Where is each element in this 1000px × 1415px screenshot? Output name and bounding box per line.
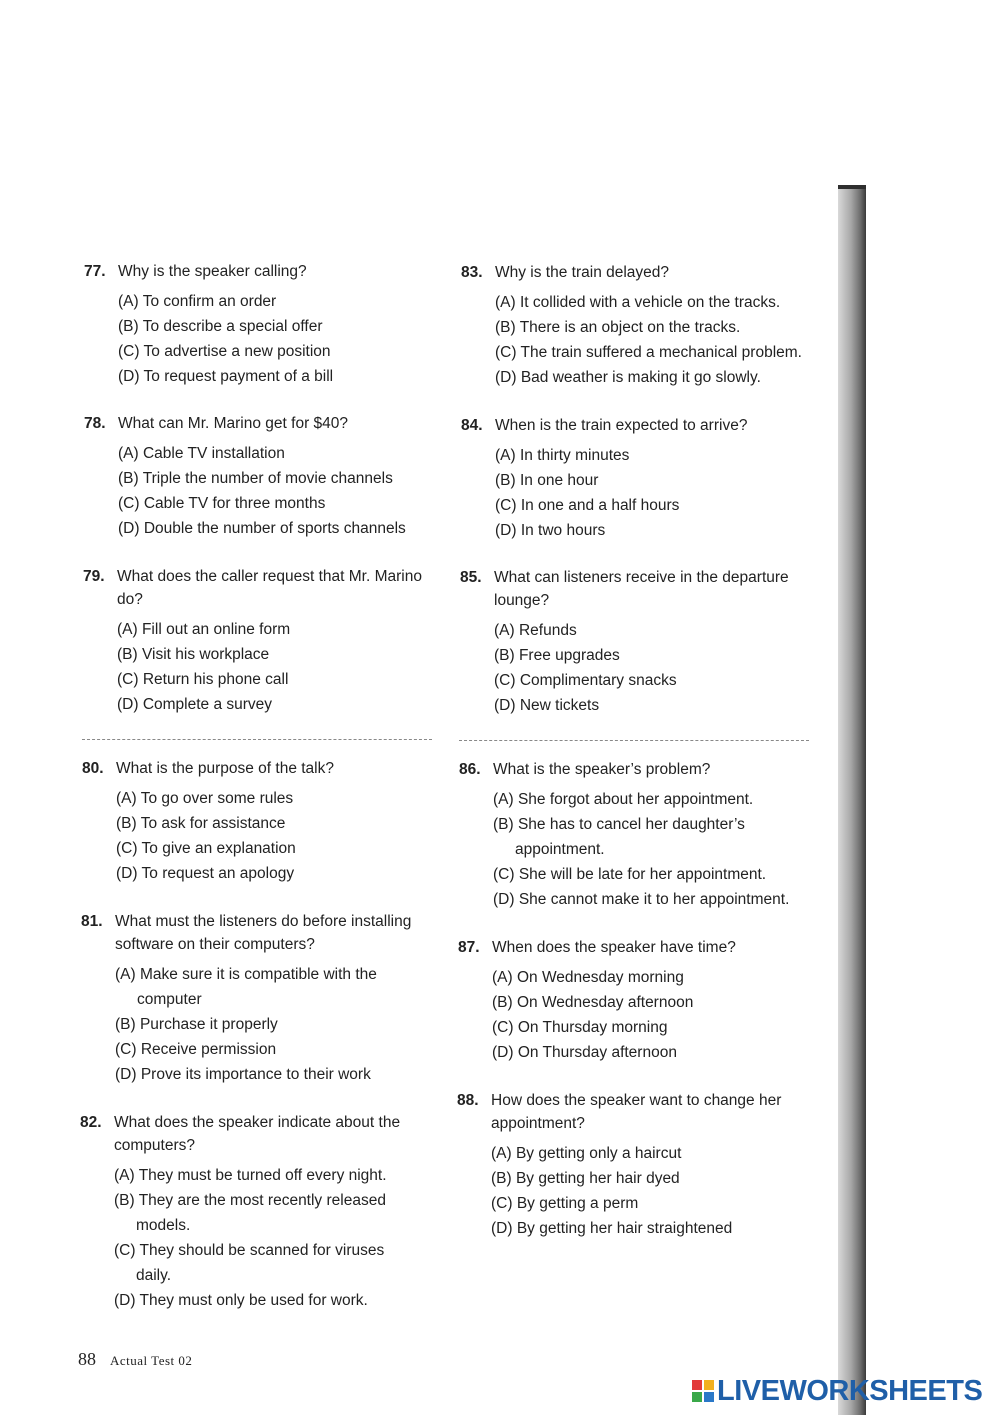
question-text: What is the purpose of the talk? [116, 760, 334, 777]
option-d[interactable]: (D) They must only be used for work. [114, 1292, 368, 1309]
option-b[interactable]: (B) To describe a special offer [118, 318, 323, 335]
option-a[interactable]: (A) To go over some rules [116, 790, 294, 807]
question-text: What does the caller request that Mr. Marino do? [117, 568, 422, 608]
question-78 [84, 412, 434, 541]
option-c[interactable]: (C) By getting a perm [491, 1195, 639, 1212]
question-81 [81, 910, 431, 1087]
option-c[interactable]: (C) Receive permission [115, 1041, 277, 1058]
question-number: 87. [458, 939, 480, 956]
question-text: When does the speaker have time? [492, 939, 736, 956]
question-85 [460, 566, 810, 718]
option-c[interactable]: (C) To give an explanation [116, 840, 296, 857]
question-number: 81. [81, 913, 103, 930]
option-a[interactable]: (A) She forgot about her appointment. [493, 791, 754, 808]
question-77 [84, 260, 434, 389]
section-divider-left [82, 739, 432, 740]
question-text: When is the train expected to arrive? [495, 417, 748, 434]
option-b[interactable]: (B) Free upgrades [494, 647, 620, 664]
option-a[interactable]: (A) Cable TV installation [118, 445, 285, 462]
option-b[interactable]: (B) By getting her hair dyed [491, 1170, 680, 1187]
option-a[interactable]: (A) It collided with a vehicle on the tracks. [495, 294, 781, 311]
logo-square-red [692, 1380, 702, 1390]
question-text: What must the listeners do before installing software on their computers? [115, 913, 412, 953]
question-text: What does the speaker indicate about the computers? [114, 1114, 401, 1154]
question-number: 88. [457, 1092, 479, 1109]
option-c[interactable]: (C) She will be late for her appointment. [493, 866, 767, 883]
option-a[interactable]: (A) They must be turned off every night. [114, 1167, 387, 1184]
page-number: 88 [78, 1349, 96, 1369]
option-b[interactable]: (B) They are the most recently released models. [114, 1192, 386, 1234]
option-d[interactable]: (D) In two hours [495, 522, 606, 539]
question-number: 79. [83, 568, 105, 585]
option-d[interactable]: (D) She cannot make it to her appointment. [493, 891, 790, 908]
option-d[interactable]: (D) To request payment of a bill [118, 368, 334, 385]
question-text: What can listeners receive in the departure lounge? [494, 569, 789, 609]
option-d[interactable]: (D) On Thursday afternoon [492, 1044, 677, 1061]
option-d[interactable]: (D) New tickets [494, 697, 600, 714]
liveworksheets-logo [692, 1374, 982, 1408]
option-c[interactable]: (C) The train suffered a mechanical problem. [495, 344, 802, 361]
question-number: 83. [461, 264, 483, 281]
option-c[interactable]: (C) Complimentary snacks [494, 672, 677, 689]
question-text: Why is the speaker calling? [118, 263, 307, 280]
option-d[interactable]: (D) To request an apology [116, 865, 295, 882]
logo-grid-icon [692, 1380, 714, 1402]
option-b[interactable]: (B) To ask for assistance [116, 815, 286, 832]
question-text: What is the speaker’s problem? [493, 761, 711, 778]
question-number: 82. [80, 1114, 102, 1131]
logo-square-green [692, 1392, 702, 1402]
question-80 [82, 757, 432, 886]
option-a[interactable]: (A) Make sure it is compatible with the computer [115, 966, 377, 1008]
footer-title: Actual Test 02 [110, 1353, 193, 1368]
option-a[interactable]: (A) Refunds [494, 622, 577, 639]
option-a[interactable]: (A) Fill out an online form [117, 621, 291, 638]
question-number: 86. [459, 761, 481, 778]
option-c[interactable]: (C) On Thursday morning [492, 1019, 668, 1036]
question-number: 77. [84, 263, 106, 280]
option-d[interactable]: (D) Complete a survey [117, 696, 273, 713]
option-c[interactable]: (C) In one and a half hours [495, 497, 680, 514]
question-88 [457, 1089, 807, 1241]
question-number: 84. [461, 417, 483, 434]
question-text: What can Mr. Marino get for $40? [118, 415, 349, 432]
option-d[interactable]: (D) By getting her hair straightened [491, 1220, 733, 1237]
question-79 [83, 565, 439, 717]
option-d[interactable]: (D) Bad weather is making it go slowly. [495, 369, 761, 386]
logo-square-yellow [704, 1380, 714, 1390]
option-a[interactable]: (A) To confirm an order [118, 293, 277, 310]
option-c[interactable]: (C) Cable TV for three months [118, 495, 326, 512]
option-c[interactable]: (C) Return his phone call [117, 671, 289, 688]
option-a[interactable]: (A) On Wednesday morning [492, 969, 684, 986]
option-c[interactable]: (C) They should be scanned for viruses daily. [114, 1242, 385, 1284]
option-b[interactable]: (B) She has to cancel her daughter’s appointment. [493, 816, 745, 858]
option-b[interactable]: (B) Purchase it properly [115, 1016, 278, 1033]
option-b[interactable]: (B) Triple the number of movie channels [118, 470, 393, 487]
option-c[interactable]: (C) To advertise a new position [118, 343, 331, 360]
question-number: 80. [82, 760, 104, 777]
question-text: Why is the train delayed? [495, 264, 670, 281]
question-83 [461, 261, 821, 390]
question-87 [458, 936, 818, 1065]
option-a[interactable]: (A) By getting only a haircut [491, 1145, 682, 1162]
option-d[interactable]: (D) Double the number of sports channels [118, 520, 406, 537]
logo-text: LIVEWORKSHEETS [717, 1374, 983, 1407]
question-number: 78. [84, 415, 106, 432]
page-footer [78, 1349, 192, 1370]
page-edge-top [838, 185, 866, 189]
question-text: How does the speaker want to change her appointment? [491, 1092, 782, 1132]
option-b[interactable]: (B) On Wednesday afternoon [492, 994, 694, 1011]
option-a[interactable]: (A) In thirty minutes [495, 447, 630, 464]
option-d[interactable]: (D) Prove its importance to their work [115, 1066, 371, 1083]
section-divider-right [459, 740, 809, 741]
question-84 [461, 414, 821, 543]
question-86 [459, 758, 809, 912]
question-82 [80, 1111, 420, 1313]
option-b[interactable]: (B) In one hour [495, 472, 599, 489]
question-number: 85. [460, 569, 482, 586]
option-b[interactable]: (B) Visit his workplace [117, 646, 270, 663]
option-b[interactable]: (B) There is an object on the tracks. [495, 319, 741, 336]
logo-square-blue [704, 1392, 714, 1402]
page-edge-shadow [838, 185, 866, 1415]
